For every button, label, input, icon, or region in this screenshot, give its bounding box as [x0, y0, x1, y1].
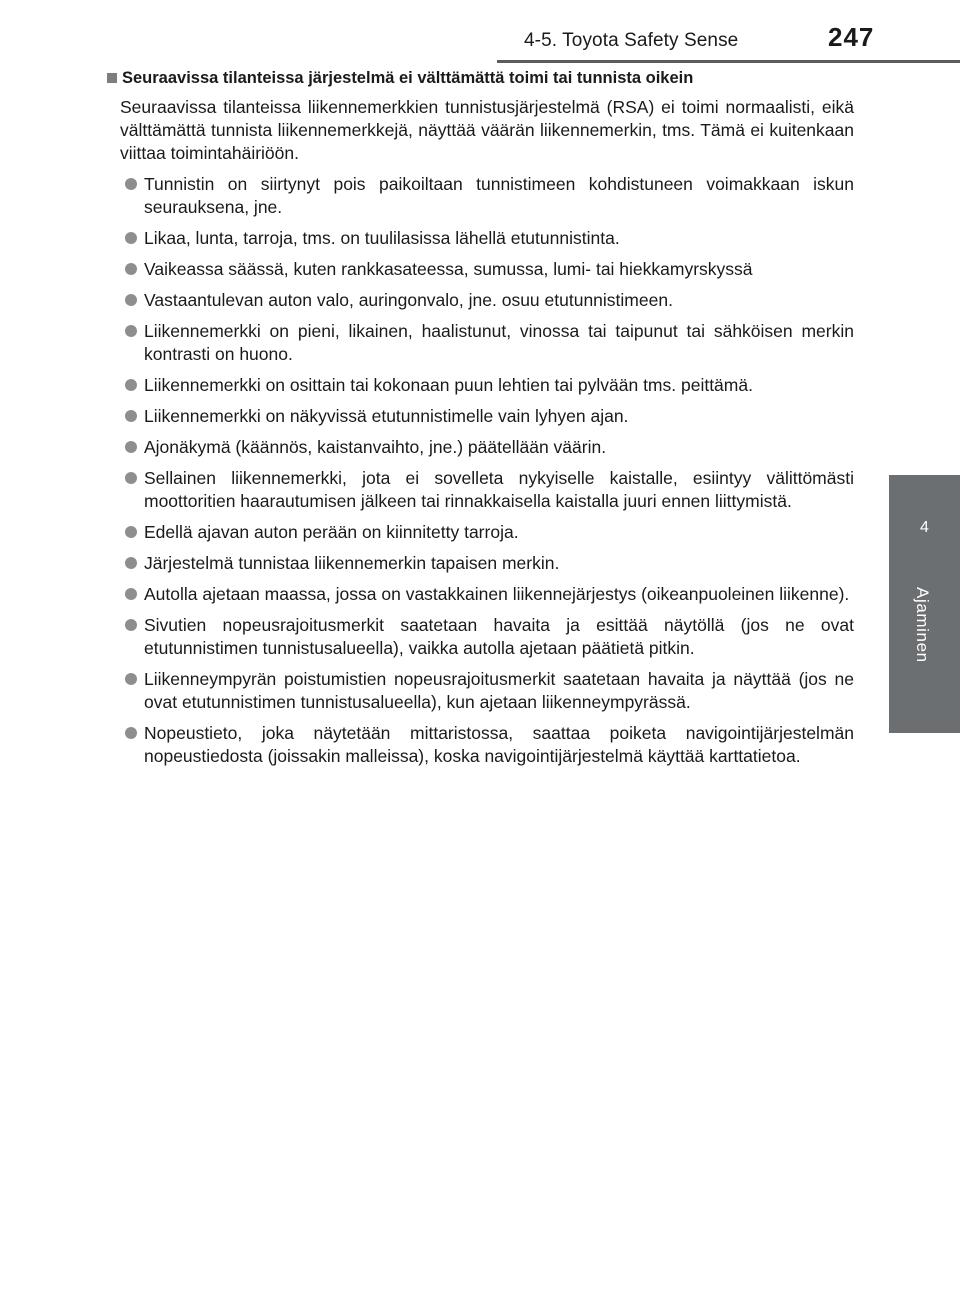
page-number: 247	[828, 22, 875, 52]
list-item-text: Nopeustieto, joka näytetään mittaristossa, saattaa poiketa navigointijärjestelmän nopeustiedosta (joissakin malleissa), koska navigointijärjestelmä käyttää karttatietoa.	[144, 723, 854, 766]
list-item-text: Liikennemerkki on näkyvissä etutunnistimelle vain lyhyen ajan.	[144, 406, 629, 426]
list-item-text: Sellainen liikennemerkki, jota ei sovelleta nykyiselle kaistalle, esiintyy välittömästi moottoritien haarautumisen jälkeen tai rinnakkaisella kaistalla juuri ennen liittymistä.	[144, 468, 854, 511]
list-item-text: Autolla ajetaan maassa, jossa on vastakkainen liikennejärjestys (oikeanpuoleinen liikenne).	[144, 584, 850, 604]
circle-bullet-icon	[125, 619, 137, 631]
circle-bullet-icon	[125, 441, 137, 453]
page-content	[107, 66, 854, 776]
list-item	[107, 583, 854, 606]
list-item-text: Likaa, lunta, tarroja, tms. on tuulilasissa lähellä etutunnistinta.	[144, 228, 620, 248]
list-item	[107, 722, 854, 768]
list-item	[107, 614, 854, 660]
list-item-text: Liikennemerkki on pieni, likainen, haalistunut, vinossa tai taipunut tai sähköisen merkin kontrasti on huono.	[144, 321, 854, 364]
section-subheading	[107, 66, 854, 90]
circle-bullet-icon	[125, 263, 137, 275]
list-item-text: Vaikeassa säässä, kuten rankkasateessa, sumussa, lumi- tai hiekkamyrskyssä	[144, 259, 753, 279]
chapter-label: Ajaminen	[913, 587, 932, 663]
list-item	[107, 436, 854, 459]
list-item	[107, 289, 854, 312]
circle-bullet-icon	[125, 727, 137, 739]
list-item	[107, 258, 854, 281]
list-item-text: Tunnistin on siirtynyt pois paikoiltaan tunnistimeen kohdistuneen voimakkaan iskun seurauksena, jne.	[144, 174, 854, 217]
chapter-number: 4	[920, 519, 929, 536]
circle-bullet-icon	[125, 673, 137, 685]
list-item	[107, 374, 854, 397]
circle-bullet-icon	[125, 232, 137, 244]
circle-bullet-icon	[125, 178, 137, 190]
circle-bullet-icon	[125, 410, 137, 422]
list-item	[107, 552, 854, 575]
circle-bullet-icon	[125, 325, 137, 337]
circle-bullet-icon	[125, 588, 137, 600]
header-divider	[497, 60, 960, 63]
list-item	[107, 405, 854, 428]
condition-list	[107, 173, 854, 768]
list-item	[107, 521, 854, 544]
list-item-text: Ajonäkymä (käännös, kaistanvaihto, jne.) päätellään väärin.	[144, 437, 607, 457]
list-item-text: Liikennemerkki on osittain tai kokonaan puun lehtien tai pylvään tms. peittämä.	[144, 375, 753, 395]
list-item	[107, 227, 854, 250]
list-item	[107, 467, 854, 513]
circle-bullet-icon	[125, 294, 137, 306]
list-item-text: Sivutien nopeusrajoitusmerkit saatetaan havaita ja esittää näytöllä (jos ne ovat etutunnistimen tunnistusalueella), vaikka autolla ajetaan päätietä pitkin.	[144, 615, 854, 658]
circle-bullet-icon	[125, 379, 137, 391]
chapter-side-tab	[889, 475, 960, 733]
list-item-text: Edellä ajavan auton perään on kiinnitetty tarroja.	[144, 522, 519, 542]
list-item	[107, 320, 854, 366]
list-item-text: Järjestelmä tunnistaa liikennemerkin tapaisen merkin.	[144, 553, 560, 573]
square-bullet-icon	[107, 73, 117, 83]
list-item-text: Liikenneympyrän poistumistien nopeusrajoitusmerkit saatetaan havaita ja näyttää (jos ne ovat etutunnistimen tunnistusalueella), kun ajetaan liikenneympyrässä.	[144, 669, 854, 712]
list-item-text: Vastaantulevan auton valo, auringonvalo, jne. osuu etutunnistimeen.	[144, 290, 673, 310]
circle-bullet-icon	[125, 526, 137, 538]
circle-bullet-icon	[125, 557, 137, 569]
list-item	[107, 668, 854, 714]
section-title: 4-5. Toyota Safety Sense	[524, 30, 739, 51]
list-item	[107, 173, 854, 219]
intro-paragraph: Seuraavissa tilanteissa liikennemerkkien tunnistusjärjestelmä (RSA) ei toimi normaalisti, eikä välttämättä tunnista liikennemerkkejä, näyttää väärän liikennemerkin, tms. Tämä ei kuitenkaan viittaa toimintahäiriöön.	[120, 97, 854, 163]
subheading-text: Seuraavissa tilanteissa järjestelmä ei välttämättä toimi tai tunnista oikein	[122, 69, 694, 87]
circle-bullet-icon	[125, 472, 137, 484]
